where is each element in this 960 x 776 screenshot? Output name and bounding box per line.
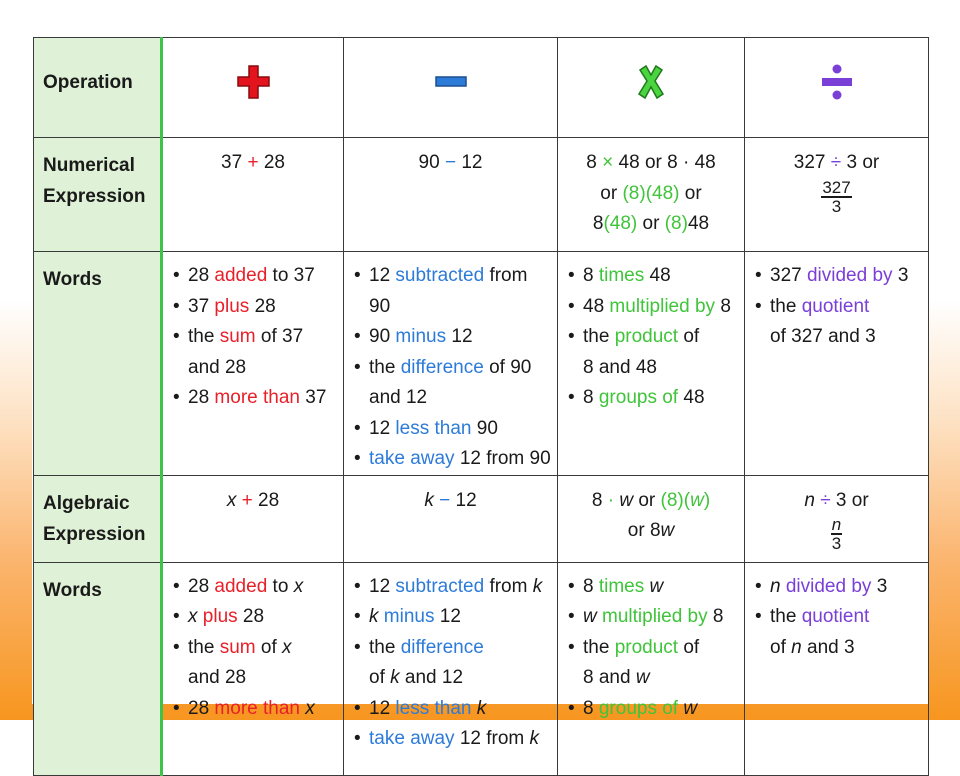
words-add-cell (162, 252, 344, 476)
keyword: groups of (598, 697, 679, 719)
header-line: Words (43, 269, 102, 290)
list-continuation (173, 353, 339, 384)
variable: w (635, 667, 650, 688)
list-item (173, 322, 339, 353)
operations-table (33, 37, 929, 776)
word-text: 8 (720, 295, 731, 317)
word-list (568, 261, 740, 414)
word-text: 8 (583, 265, 594, 286)
numeric-subtract-cell (344, 138, 558, 252)
word-text: 90 (476, 417, 498, 439)
operand: 12 (455, 489, 477, 511)
word-text: and 3 (807, 636, 855, 658)
list-item (568, 572, 740, 603)
or-word: or (642, 213, 660, 234)
or-word: or (862, 152, 880, 173)
subtract-icon-cell (344, 38, 558, 138)
word-text: 12 (369, 265, 391, 286)
word-text: 8 (583, 697, 594, 719)
list-continuation (173, 663, 339, 694)
list-item (354, 322, 553, 353)
header-line: Numerical (43, 155, 135, 176)
or-word: or (684, 182, 702, 204)
list-item (568, 694, 740, 725)
list-item (568, 322, 740, 353)
keyword: difference (400, 356, 484, 378)
keyword: take away (369, 448, 455, 469)
word-text: 28 (188, 387, 210, 408)
list-continuation (354, 663, 553, 694)
list-continuation (354, 383, 553, 414)
word-text: of 327 and 3 (770, 326, 876, 347)
keyword: less than (395, 417, 472, 439)
words-row-algebraic (34, 562, 929, 775)
word-text: 3 (876, 575, 888, 597)
word-text: from 90 (369, 265, 528, 317)
keyword: plus (202, 606, 238, 627)
keyword: sum (219, 326, 256, 347)
operand: 12 (461, 152, 483, 173)
variable: x (188, 606, 198, 627)
keyword: minus (395, 326, 447, 347)
multiply-icon-cell (558, 38, 745, 138)
list-item (354, 602, 553, 633)
paren-operand: (48) (645, 182, 680, 204)
list-continuation (568, 353, 740, 384)
word-text: and 12 (404, 667, 464, 688)
word-list (354, 572, 553, 755)
word-text: of 37 (260, 326, 304, 347)
fraction (831, 516, 842, 552)
keyword: less than (395, 697, 472, 719)
paren-operand: (8) (660, 489, 684, 511)
variable: w (683, 697, 698, 719)
operand: 90 (418, 152, 440, 173)
variable: x (305, 697, 315, 719)
word-text: to (272, 575, 289, 597)
list-item (354, 261, 553, 322)
keyword: more than (214, 697, 300, 719)
variable: k (532, 575, 543, 597)
list-item (173, 694, 339, 725)
word-text: to 37 (272, 265, 315, 286)
algebraic-add-cell (162, 475, 344, 562)
variable: k (529, 728, 540, 749)
expr-line (558, 179, 744, 210)
keyword: plus (214, 295, 250, 317)
words-header-2 (34, 562, 162, 775)
words-alg-multiply-cell (558, 562, 745, 775)
paren-operand: (48) (603, 213, 638, 234)
expr-line (558, 209, 744, 240)
fraction-denominator: 3 (831, 196, 842, 216)
variable: n (804, 489, 815, 511)
operand: 3 (835, 489, 847, 511)
keyword: added (214, 575, 268, 597)
word-text: 327 (770, 265, 802, 286)
variable: n (770, 575, 781, 597)
header-line: Expression (43, 186, 146, 207)
algebraic-expression-header (34, 475, 162, 562)
keyword: divided by (806, 265, 893, 286)
word-text: the (188, 636, 215, 658)
add-icon-cell (162, 38, 344, 138)
operand: 28 (263, 152, 285, 173)
paren-operand: (8) (622, 182, 646, 204)
or-word: or (600, 182, 618, 204)
word-text: 12 from (459, 728, 525, 749)
times-icon (636, 64, 666, 100)
operand: 37 (221, 152, 243, 173)
word-text: 48 (583, 295, 605, 317)
words-subtract-cell (344, 252, 558, 476)
divide-sign: ÷ (820, 489, 831, 511)
fraction-numerator: n (831, 515, 842, 534)
keyword: more than (214, 387, 300, 408)
or-word: or (638, 489, 656, 511)
variable: w (649, 575, 664, 597)
list-item (173, 633, 339, 664)
words-header (34, 252, 162, 476)
list-item (173, 292, 339, 323)
expr-line (745, 148, 928, 179)
list-item (354, 694, 553, 725)
word-text: the (770, 606, 797, 627)
word-text: 28 (188, 575, 210, 597)
word-text: the (369, 636, 396, 658)
word-text: 12 (439, 606, 461, 627)
variable: x (293, 575, 304, 597)
word-text: the (583, 326, 610, 347)
dot-expression: 8 · 48 (667, 152, 716, 173)
list-item (354, 724, 553, 755)
numeric-multiply-cell (558, 138, 745, 252)
keyword: difference (400, 636, 484, 658)
list-item (354, 572, 553, 603)
words-alg-divide-cell (745, 562, 929, 775)
keyword: multiplied by (609, 295, 716, 317)
minus-sign: − (444, 152, 457, 173)
word-text: 37 (305, 387, 327, 408)
word-list (173, 572, 339, 725)
keyword: divided by (785, 575, 872, 597)
list-item (755, 261, 924, 292)
word-text: 8 (583, 387, 594, 408)
operand: 8 (586, 152, 597, 173)
variable: w (583, 606, 597, 627)
list-item (568, 383, 740, 414)
divide-icon (821, 63, 853, 101)
word-text: and 12 (369, 387, 428, 408)
or-word: or (644, 152, 662, 173)
word-text: 28 (254, 295, 276, 317)
operand: 8 (592, 213, 604, 234)
times-sign: × (602, 152, 614, 173)
algebraic-subtract-cell (344, 475, 558, 562)
minus-icon (435, 75, 467, 89)
list-item (568, 292, 740, 323)
keyword: times (598, 265, 645, 286)
words-divide-cell (745, 252, 929, 476)
list-item (173, 602, 339, 633)
fraction-numerator: 327 (822, 177, 851, 197)
plus-icon (236, 64, 270, 100)
words-row-numeric (34, 252, 929, 476)
word-text: 8 (712, 606, 724, 627)
divide-sign: ÷ (830, 152, 842, 173)
word-text: 12 (451, 326, 473, 347)
variable: w (619, 489, 634, 511)
or-word: or (627, 520, 645, 541)
word-text: of (260, 636, 277, 658)
keyword: product (614, 326, 679, 347)
list-item (354, 633, 553, 664)
expr-line (558, 148, 744, 179)
word-text: 12 (369, 417, 391, 439)
word-text: of (770, 636, 786, 658)
word-text: and 28 (188, 356, 247, 378)
dot-sign: · (607, 489, 615, 511)
list-item (354, 414, 553, 445)
words-alg-subtract-cell (344, 562, 558, 775)
keyword: multiplied by (602, 606, 708, 627)
word-text: of (683, 636, 700, 658)
word-list (755, 261, 924, 353)
or-word: or (851, 489, 869, 511)
word-list (173, 261, 339, 414)
word-text: from (489, 575, 528, 597)
keyword: product (614, 636, 679, 658)
list-continuation (755, 322, 924, 353)
list-item (173, 261, 339, 292)
list-item (755, 602, 924, 633)
expr-line (558, 516, 744, 547)
expr-line (558, 486, 744, 517)
plus-sign: + (241, 489, 253, 511)
operand: 8 (591, 489, 603, 511)
keyword: minus (383, 606, 435, 627)
variable: k (390, 667, 400, 688)
operand: 28 (258, 489, 280, 511)
keyword: subtracted (395, 265, 485, 286)
operand: 327 (793, 152, 826, 173)
list-item (568, 261, 740, 292)
word-text: of 90 (489, 356, 532, 378)
variable: k (424, 489, 434, 511)
words-multiply-cell (558, 252, 745, 476)
variable: n (791, 636, 802, 658)
list-item (173, 383, 339, 414)
list-item (755, 572, 924, 603)
list-continuation (568, 663, 740, 694)
word-list (755, 572, 924, 664)
word-text: 28 (188, 265, 210, 286)
words-alg-add-cell (162, 562, 344, 775)
operand: 8 (649, 520, 661, 541)
word-text: 12 (369, 575, 391, 597)
word-text: the (583, 636, 610, 658)
keyword: added (214, 265, 268, 286)
numeric-divide-cell (745, 138, 929, 252)
variable: k (476, 697, 487, 719)
variable: w (660, 520, 675, 541)
algebraic-multiply-cell (558, 475, 745, 562)
expr-line (745, 486, 928, 517)
word-text: 90 (369, 326, 391, 347)
numerical-expression-header (34, 138, 162, 252)
operation-row (34, 38, 929, 138)
keyword: take away (369, 728, 455, 749)
word-text: 28 (188, 697, 210, 719)
word-text: 48 (649, 265, 671, 286)
word-text: the (188, 326, 215, 347)
variable: k (369, 606, 379, 627)
list-item (755, 292, 924, 323)
numerical-expression-row (34, 138, 929, 252)
word-text: 8 and 48 (583, 356, 657, 378)
fraction (821, 179, 851, 215)
word-text: of (683, 326, 700, 347)
list-item (173, 572, 339, 603)
numeric-add-cell (162, 138, 344, 252)
keyword: subtracted (395, 575, 485, 597)
fraction-denominator: 3 (831, 534, 842, 553)
header-line: Words (43, 579, 102, 601)
word-list (568, 572, 740, 725)
divide-icon-cell (745, 38, 929, 138)
variable: x (226, 489, 237, 511)
word-text: the (369, 356, 396, 378)
word-text: and 28 (188, 667, 247, 688)
keyword: quotient (801, 606, 870, 627)
operand: 48 (618, 152, 640, 173)
word-text: the (770, 295, 797, 317)
operand: 48 (687, 213, 710, 234)
word-text: 48 (683, 387, 705, 408)
minus-sign: − (439, 489, 451, 511)
word-text: 8 and (583, 667, 631, 688)
list-continuation (755, 633, 924, 664)
list-item (354, 444, 553, 475)
operation-label: Operation (43, 72, 133, 93)
operand: 3 (846, 152, 858, 173)
list-item (354, 353, 553, 384)
word-list (354, 261, 553, 475)
keyword: quotient (801, 295, 870, 317)
plus-sign: + (247, 152, 259, 173)
keyword: times (598, 575, 645, 597)
keyword: groups of (598, 387, 679, 408)
word-text: of (369, 667, 385, 688)
operation-header (34, 38, 162, 138)
paren-operand: (8) (664, 213, 688, 234)
paren-operand: (w) (683, 489, 711, 511)
header-line: Algebraic (43, 492, 130, 514)
word-text: 12 (369, 697, 391, 719)
list-item (568, 602, 740, 633)
word-text: 8 (583, 575, 594, 597)
word-text: 37 (188, 295, 210, 317)
keyword: sum (219, 636, 256, 658)
word-text: 12 from 90 (459, 448, 551, 469)
algebraic-expression-row (34, 475, 929, 562)
word-text: 3 (897, 265, 909, 286)
word-text: 28 (242, 606, 265, 627)
header-line: Expression (43, 523, 146, 545)
list-item (568, 633, 740, 664)
algebraic-divide-cell (745, 475, 929, 562)
variable: x (282, 636, 292, 658)
